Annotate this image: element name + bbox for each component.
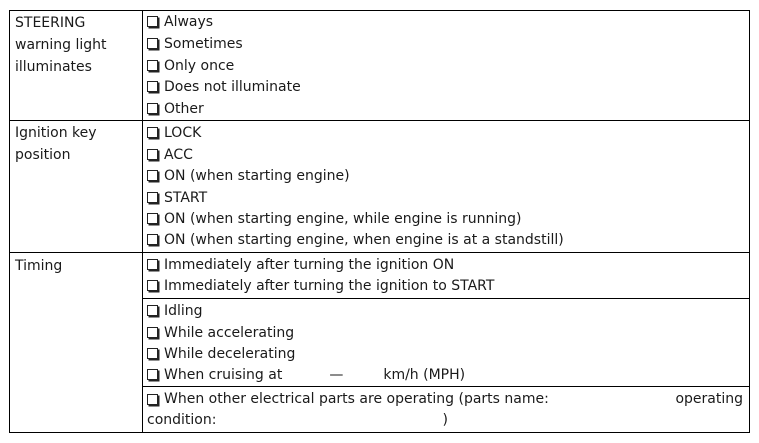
option-acc[interactable]: ACC: [147, 145, 193, 166]
option-always[interactable]: Always: [147, 12, 213, 33]
option-does-not-illuminate[interactable]: Does not illuminate: [147, 77, 301, 98]
option-on-starting[interactable]: ON (when starting engine): [147, 166, 350, 187]
option-after-ignition-start[interactable]: Immediately after turning the ignition to START: [147, 276, 494, 297]
option-decelerating[interactable]: While decelerating: [147, 344, 295, 365]
steering-row-label: STEERING warning light illuminates: [15, 15, 107, 75]
option-accelerating[interactable]: While accelerating: [147, 323, 294, 344]
checkbox-icon[interactable]: [147, 213, 158, 224]
option-idling[interactable]: Idling: [147, 301, 203, 322]
checkbox-icon[interactable]: [147, 192, 158, 203]
checkbox-icon[interactable]: [147, 16, 158, 27]
option-lock[interactable]: LOCK: [147, 123, 201, 144]
checkbox-icon[interactable]: [147, 234, 158, 245]
checkbox-icon[interactable]: [147, 394, 158, 405]
option-other[interactable]: Other: [147, 99, 204, 120]
checkbox-icon[interactable]: [147, 280, 158, 291]
symptom-table: [9, 10, 750, 433]
option-cruising[interactable]: When cruising at — km/h (MPH): [147, 365, 465, 386]
parts-name-blank[interactable]: [549, 389, 676, 410]
timing-row-label: Timing: [15, 258, 63, 274]
option-sometimes[interactable]: Sometimes: [147, 34, 243, 55]
option-start[interactable]: START: [147, 188, 207, 209]
checkbox-icon[interactable]: [147, 60, 158, 71]
option-other-electrical[interactable]: When other electrical parts are operating (parts name: operating condition: ): [147, 391, 743, 428]
checkbox-icon[interactable]: [147, 103, 158, 114]
checkbox-icon[interactable]: [147, 305, 158, 316]
option-on-running[interactable]: ON (when starting engine, while engine is running): [147, 209, 522, 230]
option-on-standstill[interactable]: ON (when starting engine, when engine is at a standstill): [147, 230, 564, 251]
checkbox-icon[interactable]: [147, 170, 158, 181]
checkbox-icon[interactable]: [147, 327, 158, 338]
checkbox-icon[interactable]: [147, 348, 158, 359]
checkbox-icon[interactable]: [147, 369, 158, 380]
subrow-divider-2: [142, 386, 749, 387]
option-after-ignition-on[interactable]: Immediately after turning the ignition ON: [147, 255, 454, 276]
row-divider-2: [10, 252, 749, 253]
subrow-divider-1: [142, 298, 749, 299]
row-divider-1: [10, 120, 749, 121]
ignition-row-label: Ignition key position: [15, 125, 97, 163]
checkbox-icon[interactable]: [147, 149, 158, 160]
option-only-once[interactable]: Only once: [147, 56, 234, 77]
checkbox-icon[interactable]: [147, 127, 158, 138]
column-divider: [142, 11, 143, 432]
checkbox-icon[interactable]: [147, 81, 158, 92]
checkbox-icon[interactable]: [147, 259, 158, 270]
checkbox-icon[interactable]: [147, 38, 158, 49]
